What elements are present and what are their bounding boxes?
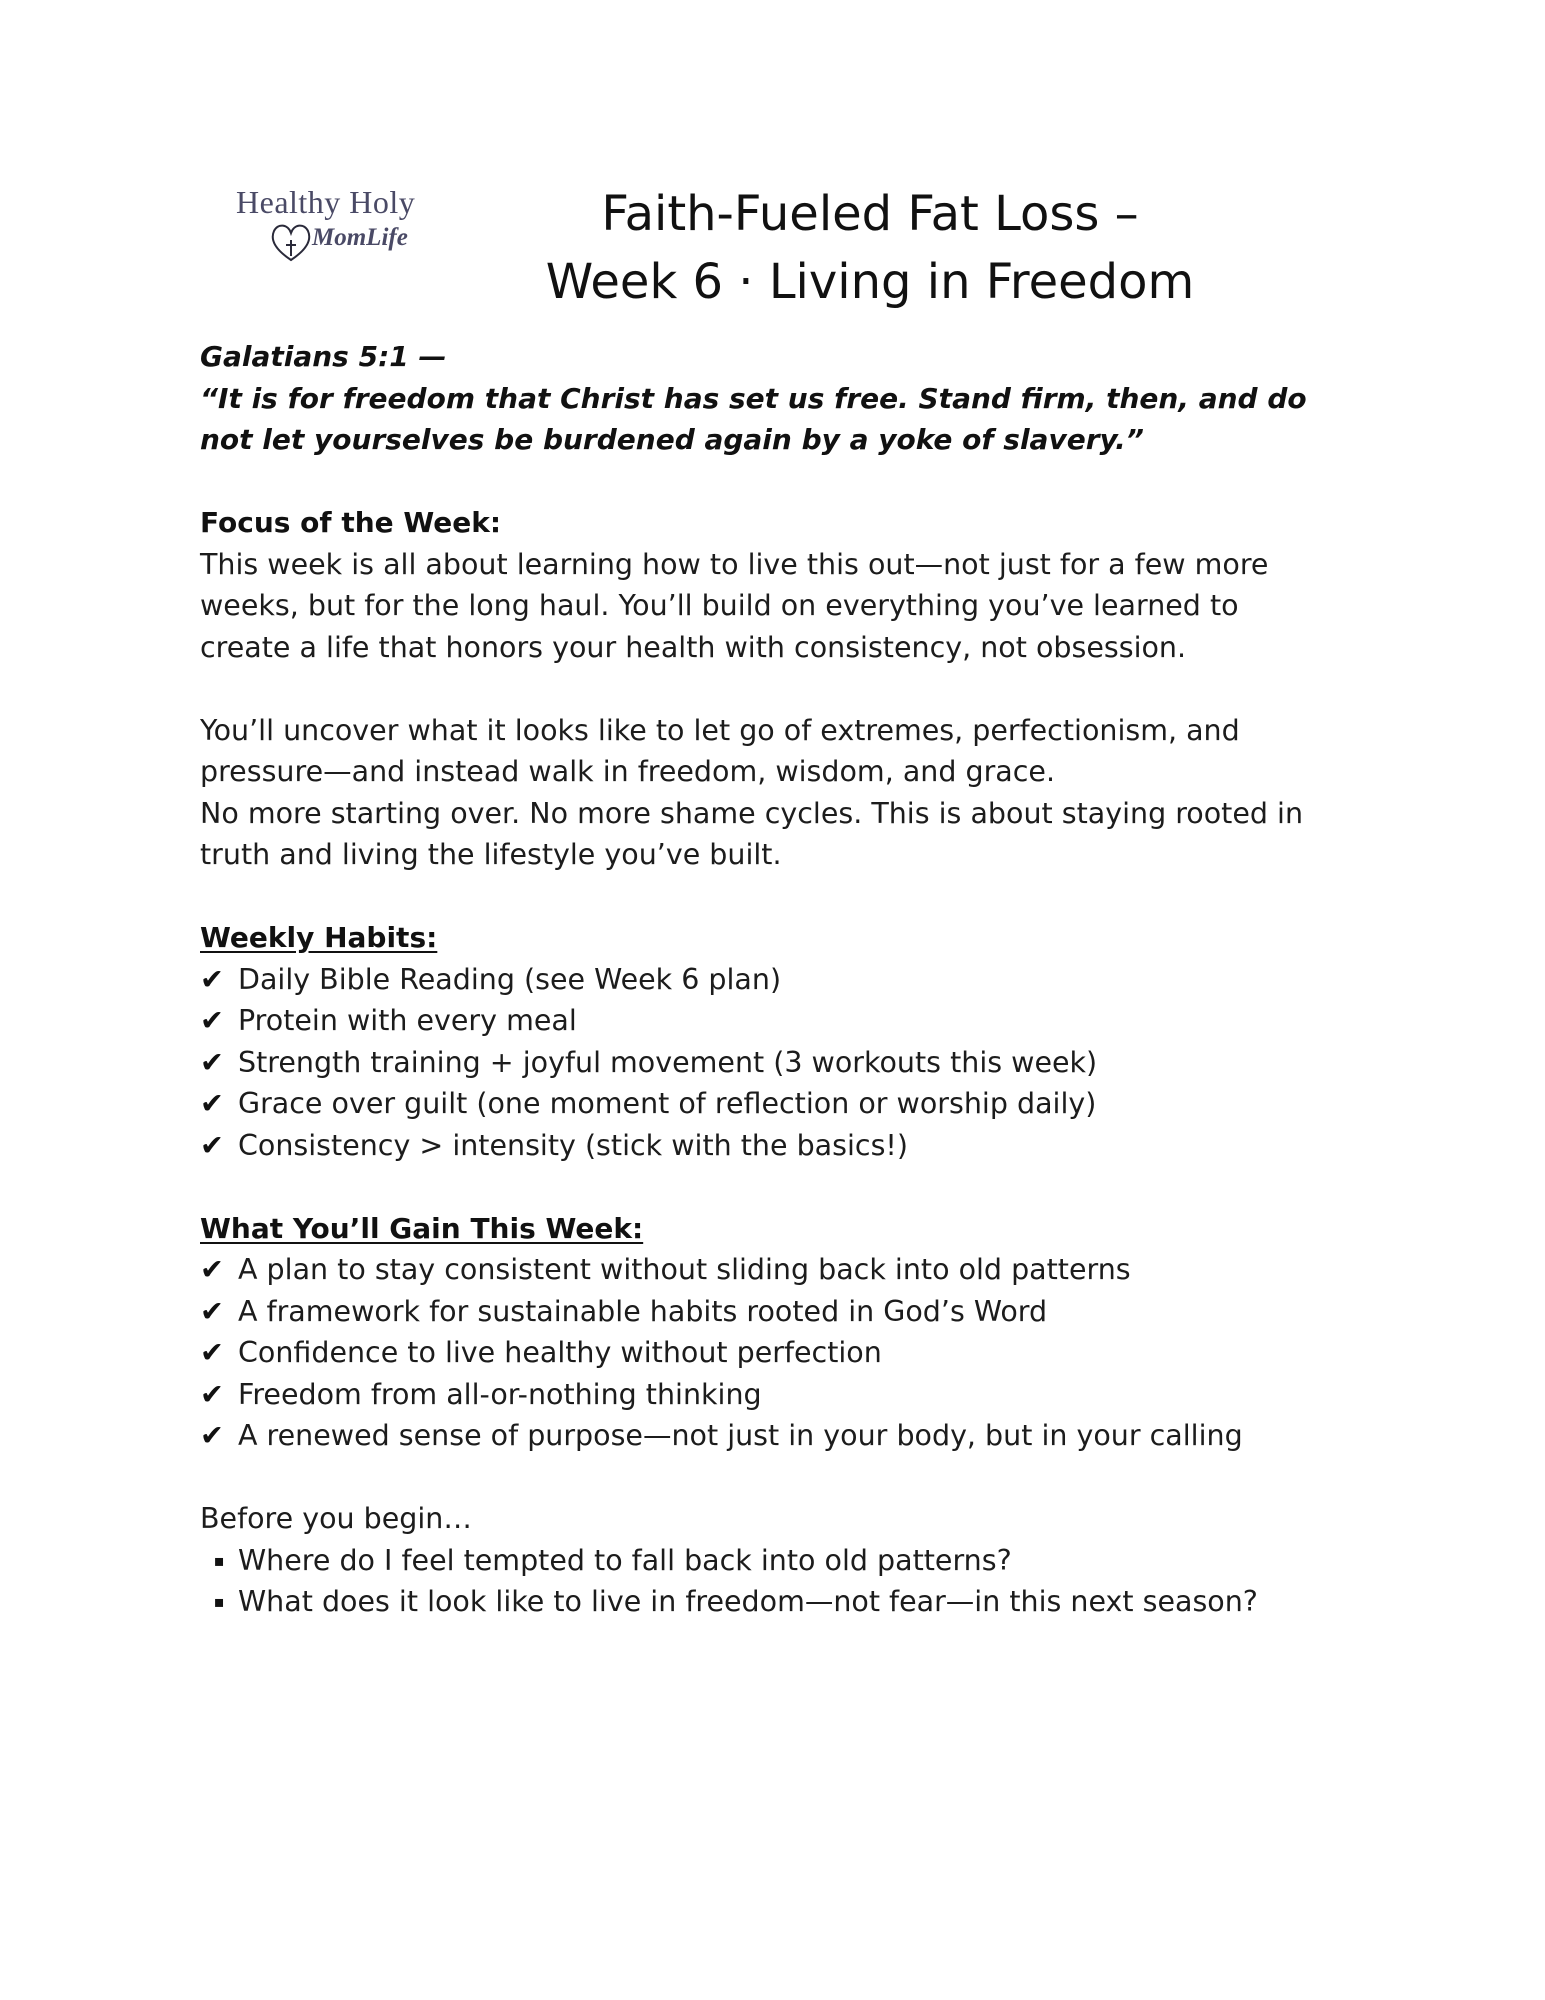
checkmark-icon: ✔ (200, 1294, 224, 1328)
list-item: ✔ A renewed sense of purpose—not just in your body, but in your calling (200, 1415, 1360, 1457)
checkmark-icon: ✔ (200, 1045, 224, 1079)
list-item: ✔ Daily Bible Reading (see Week 6 plan) (200, 959, 1360, 1001)
focus-heading: Focus of the Week: (200, 506, 502, 539)
list-item: ✔ Grace over guilt (one moment of reflection or worship daily) (200, 1083, 1360, 1125)
page-title (520, 180, 1220, 316)
verse-reference: Galatians 5:1 — (200, 340, 447, 373)
checkmark-icon: ✔ (200, 1336, 224, 1369)
checkmark-icon: ✔ (200, 1128, 224, 1162)
heart-cross-icon (268, 220, 314, 266)
checkmark-icon: ✔ (200, 962, 224, 996)
logo (232, 184, 442, 274)
verse-line: “It is for freedom that Christ has set us free. Stand firm, then, and do (200, 381, 1307, 415)
scripture-verse (200, 336, 1360, 461)
list-item: ✔ A plan to stay consistent without sliding back into old patterns (200, 1249, 1360, 1291)
list-item: ✔ A framework for sustainable habits rooted in God’s Word (200, 1291, 1360, 1333)
focus-paragraph (200, 710, 1360, 876)
checkmark-icon: ✔ (200, 1253, 224, 1286)
gains-heading: What You’ll Gain This Week: (200, 1211, 644, 1245)
weekly-habits-heading: Weekly Habits: (200, 921, 438, 954)
list-item: ✔ Consistency > intensity (stick with the basics!) (200, 1125, 1360, 1167)
focus-paragraph (200, 544, 1360, 669)
list-item: ✔ Strength training + joyful movement (3 workouts this week) (200, 1042, 1360, 1084)
text-line: You’ll uncover what it looks like to let go of extremes, perfectionism, and (200, 713, 1240, 747)
checkmark-icon: ✔ (200, 1377, 224, 1411)
reflection-intro: Before you begin… (200, 1502, 472, 1535)
list-item: ▪ Where do I feel tempted to fall back into old patterns? (200, 1540, 1360, 1582)
checkmark-icon: ✔ (200, 1087, 224, 1120)
title-line-2: Week 6 · Living in Freedom (545, 254, 1195, 310)
verse-line: not let yourselves be burdened again by a yoke of slavery.” (200, 423, 1144, 456)
gains-list (200, 1249, 1360, 1457)
text-line: truth and living the lifestyle you’ve built. (200, 838, 782, 871)
list-item: ▪ What does it look like to live in freedom—not fear—in this next season? (200, 1581, 1360, 1623)
reflection-questions (200, 1540, 1360, 1623)
weekly-habits-list (200, 959, 1360, 1167)
title-line-1: Faith-Fueled Fat Loss – (601, 186, 1139, 242)
square-bullet-icon: ▪ (213, 1592, 225, 1611)
text-line: pressure—and instead walk in freedom, wisdom, and grace. (200, 755, 1056, 788)
logo-text-momlife: MomLife (312, 224, 408, 251)
text-line: This week is all about learning how to live this out—not just for a few more (200, 547, 1269, 581)
checkmark-icon: ✔ (200, 1419, 224, 1452)
document-body (200, 336, 1360, 1623)
logo-text-healthy-holy: Healthy Holy (236, 184, 416, 220)
square-bullet-icon: ▪ (213, 1550, 225, 1570)
list-item: ✔ Freedom from all-or-nothing thinking (200, 1374, 1360, 1416)
list-item: ✔ Confidence to live healthy without perfection (200, 1332, 1360, 1374)
text-line: create a life that honors your health with consistency, not obsession. (200, 630, 1187, 664)
checkmark-icon: ✔ (200, 1004, 224, 1037)
text-line: weeks, but for the long haul. You’ll build on everything you’ve learned to (200, 589, 1239, 622)
list-item: ✔ Protein with every meal (200, 1000, 1360, 1042)
text-line: No more starting over. No more shame cycles. This is about staying rooted in (200, 796, 1304, 830)
